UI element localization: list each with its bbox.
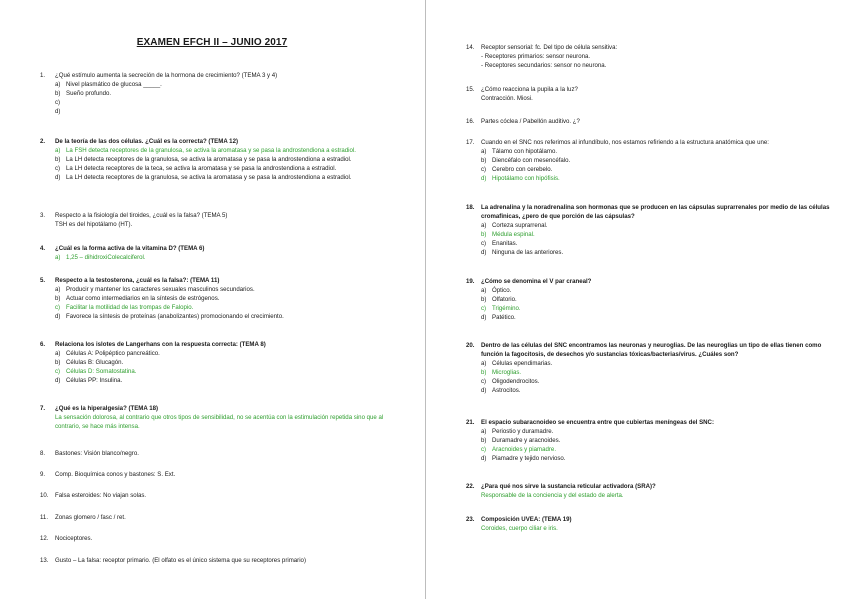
correct-option	[40, 367, 406, 376]
question-line	[466, 203, 838, 221]
question-line	[466, 117, 838, 126]
answer-option	[40, 358, 406, 367]
question-block	[466, 117, 838, 126]
option-letter: b)	[481, 296, 487, 303]
right-page	[426, 0, 848, 599]
question-text: Gusto – La falsa: receptor primario. (El olfato es el único sistema que su receptores primario)	[55, 557, 306, 564]
answer-option	[466, 386, 838, 395]
option-letter: c)	[481, 305, 487, 312]
correct-option	[40, 146, 406, 155]
option-letter: c)	[55, 368, 61, 375]
option-letter: a)	[481, 148, 487, 155]
option-letter: b)	[55, 295, 61, 302]
option-letter: b)	[55, 90, 61, 97]
option-letter: c)	[481, 446, 487, 453]
answer-option	[466, 165, 838, 174]
correct-option	[466, 174, 838, 183]
answer-option	[40, 294, 406, 303]
option-text: Médula espinal.	[492, 231, 535, 238]
option-text: Células PP: Insulina.	[66, 377, 123, 384]
question-block	[40, 211, 406, 229]
question-block	[466, 515, 838, 533]
option-letter: a)	[481, 360, 487, 367]
question-line	[40, 71, 406, 80]
question-block	[466, 43, 838, 70]
option-text: Tálamo con hipotálamo.	[492, 148, 558, 155]
correct-option	[466, 445, 838, 454]
question-number: 14.	[466, 44, 475, 51]
question-number: 13.	[40, 557, 49, 564]
question-line	[466, 482, 838, 491]
correct-option	[466, 230, 838, 239]
option-text	[66, 107, 406, 116]
question-text: Cuando en el SNC nos referimos al infundíbulo, nos estamos refiriendo a la estructura anatómica que une:	[481, 139, 769, 146]
question-block	[466, 277, 838, 322]
question-text: Relaciona los islotes de Langerhans con la respuesta correcta: (TEMA 8)	[55, 341, 266, 348]
option-letter: d)	[481, 455, 487, 462]
option-letter: c)	[55, 304, 61, 311]
answer-option	[40, 349, 406, 358]
question-block	[40, 340, 406, 385]
answer-option	[466, 377, 838, 386]
question-line	[40, 404, 406, 413]
option-text: Facilitar la motilidad de las trompas de Falopio.	[66, 304, 194, 311]
option-text: Aracnoides y piamadre.	[492, 446, 557, 453]
option-letter: d)	[55, 108, 61, 115]
answer-text: Responsable de la conciencia y del estado de alerta.	[481, 492, 624, 499]
correct-option	[40, 253, 406, 262]
question-block	[40, 534, 406, 543]
option-letter: d)	[481, 249, 487, 256]
answer-text: TSH es del hipotálamo (HT).	[55, 221, 133, 228]
option-letter: b)	[481, 369, 487, 376]
option-letter: b)	[55, 156, 61, 163]
option-letter: d)	[481, 314, 487, 321]
option-letter: d)	[481, 175, 487, 182]
sub-item: - Receptores primarios: sensor neurona.	[481, 53, 591, 60]
option-text: Astrocitos.	[492, 387, 521, 394]
answer-option	[466, 248, 838, 257]
question-number: 5.	[40, 277, 46, 284]
answer-option	[466, 221, 838, 230]
answer-option	[466, 313, 838, 322]
question-text: Respecto a la testosterona, ¿cuál es la falsa?: (TEMA 11)	[55, 277, 220, 284]
option-letter: a)	[55, 350, 61, 357]
answer-option	[40, 285, 406, 294]
option-text: Duramadre y aracnoides.	[492, 437, 561, 444]
option-letter: c)	[481, 166, 487, 173]
question-line	[40, 276, 406, 285]
question-block	[40, 276, 406, 321]
option-letter: a)	[481, 287, 487, 294]
question-number: 1.	[40, 72, 46, 79]
question-number: 9.	[40, 471, 46, 478]
question-text: ¿Cómo reacciona la pupila a la luz?	[481, 86, 578, 93]
answer-option	[40, 107, 406, 116]
question-block	[40, 137, 406, 182]
option-text: Periostio y duramadre.	[492, 428, 554, 435]
question-text: Zonas glomero / fasc / ret.	[55, 514, 126, 521]
answer-option	[40, 164, 406, 173]
option-text: Sueño profundo.	[66, 90, 112, 97]
answer-option	[466, 147, 838, 156]
option-letter: a)	[481, 428, 487, 435]
option-text	[66, 98, 406, 107]
option-text: Diencéfalo con mesencéfalo.	[492, 157, 571, 164]
question-block	[466, 85, 838, 103]
option-text: 1,25 – dihidroxiColecalciferol.	[66, 254, 146, 261]
question-text: Composición UVEA: (TEMA 19)	[481, 516, 572, 523]
option-letter: c)	[55, 165, 61, 172]
question-text: La adrenalina y la noradrenalina son hormonas que se producen en las cápsulas suprarrenales por medio de las células cromafinicas, ¿pero de que porción de las cápsulas?	[481, 204, 830, 220]
question-number: 10.	[40, 492, 49, 499]
answer-option	[466, 427, 838, 436]
option-text: Microglias.	[492, 369, 522, 376]
question-line	[40, 211, 406, 220]
option-text: Corteza suprarrenal.	[492, 222, 548, 229]
option-letter: a)	[481, 222, 487, 229]
answer-option	[40, 173, 406, 182]
question-line	[466, 515, 838, 524]
answer-option	[466, 359, 838, 368]
question-text: ¿Qué es la hiperalgesia? (TEMA 18)	[55, 405, 159, 412]
answer-option	[466, 295, 838, 304]
question-number: 15.	[466, 86, 475, 93]
question-number: 8.	[40, 450, 46, 457]
sub-item: - Receptores secundarios: sensor no neurona.	[481, 62, 607, 69]
option-letter: c)	[481, 240, 487, 247]
answer-text: Contracción. Miosi.	[481, 95, 533, 102]
question-number: 6.	[40, 341, 46, 348]
option-letter: c)	[55, 99, 61, 106]
question-text: Nociceptores.	[55, 535, 93, 542]
option-text: Piamadre y tejido nervioso.	[492, 455, 566, 462]
question-line	[40, 244, 406, 253]
question-text: De la teoría de las dos células. ¿Cuál es la correcta? (TEMA 12)	[55, 138, 238, 145]
option-text: Trigémino.	[492, 305, 521, 312]
question-block	[40, 244, 406, 262]
question-line	[466, 43, 838, 52]
question-number: 12.	[40, 535, 49, 542]
question-line	[40, 491, 406, 500]
question-number: 3.	[40, 212, 46, 219]
question-text: ¿Cuál es la forma activa de la vitamina D? (TEMA 6)	[55, 245, 205, 252]
question-text: Bastones: Visión blanco/negro.	[55, 450, 139, 457]
option-letter: d)	[481, 387, 487, 394]
question-block	[40, 491, 406, 500]
option-letter: a)	[55, 147, 61, 154]
question-block	[466, 138, 838, 183]
option-text: Células B: Glucagón.	[66, 359, 124, 366]
question-line	[466, 341, 838, 359]
correct-option	[466, 304, 838, 313]
answer-option	[40, 80, 406, 89]
question-text: Receptor sensorial: fc. Del tipo de célula sensitiva:	[481, 44, 618, 51]
option-letter: b)	[481, 231, 487, 238]
correct-option	[40, 303, 406, 312]
option-text: Células D: Somatostatina.	[66, 368, 137, 375]
question-text: ¿Qué estímulo aumenta la secreción de la hormona de crecimiento? (TEMA 3 y 4)	[55, 72, 278, 79]
option-letter: b)	[481, 157, 487, 164]
question-line	[40, 556, 406, 565]
question-block	[466, 341, 838, 395]
question-text: Partes cóclea / Pabellón auditivo. ¿?	[481, 118, 580, 125]
option-letter: d)	[55, 377, 61, 384]
question-number: 11.	[40, 514, 49, 521]
question-number: 21.	[466, 419, 475, 426]
question-number: 2.	[40, 138, 46, 145]
correct-option	[466, 368, 838, 377]
option-letter: a)	[55, 254, 61, 261]
question-line	[466, 418, 838, 427]
question-block	[466, 203, 838, 257]
question-block	[466, 482, 838, 500]
answer-option	[40, 98, 406, 107]
question-text: Falsa esteroides: No viajan solas.	[55, 492, 147, 499]
option-text: La LH detecta receptores de la granulosa, se activa la aromatasa y se pasa la androstendiona a estradiol.	[66, 156, 352, 163]
question-line	[466, 277, 838, 286]
question-number: 7.	[40, 405, 46, 412]
question-block	[40, 513, 406, 522]
question-text: ¿Para qué nos sirve la sustancia reticular activadora (SRA)?	[481, 483, 656, 490]
option-text: Células ependimarias.	[492, 360, 553, 367]
question-text: Respecto a la fisiología del tiroides, ¿cuál es la falsa? (TEMA 5)	[55, 212, 228, 219]
question-text: ¿Cómo se denomina el V par craneal?	[481, 278, 592, 285]
option-text: Olfatorio.	[492, 296, 517, 303]
question-text: Dentro de las células del SNC encontramos las neuronas y neuroglias. De las neuroglias un tipo de ellas tienen como función la fagocitosis, de desechos y/o sustancias tóxicas/bacterias/virus. ¿Cuáles son?	[481, 342, 822, 358]
answer-option	[466, 436, 838, 445]
answer-option	[466, 454, 838, 463]
option-text: Patético.	[492, 314, 516, 321]
option-text: Hipotálamo con hipófisis.	[492, 175, 560, 182]
question-number: 17.	[466, 139, 475, 146]
option-letter: d)	[55, 174, 61, 181]
option-text: Óptico.	[492, 287, 512, 294]
question-line	[40, 340, 406, 349]
option-text: Ninguna de las anteriores.	[492, 249, 564, 256]
answer-option	[40, 376, 406, 385]
question-block	[40, 470, 406, 479]
answer-text: Coroides, cuerpo ciliar e iris.	[481, 525, 558, 532]
question-block	[40, 71, 406, 116]
option-text: Cerebro con cerebelo.	[492, 166, 553, 173]
question-line	[40, 470, 406, 479]
answer-option	[466, 239, 838, 248]
question-line	[40, 513, 406, 522]
option-letter: a)	[55, 286, 61, 293]
option-text: Nivel plasmático de glucosa _____.	[66, 81, 162, 88]
answer-option	[40, 89, 406, 98]
option-letter: d)	[55, 313, 61, 320]
question-line	[466, 85, 838, 94]
option-text: Actuar como intermediarios en la síntesis de estrógenos.	[66, 295, 220, 302]
option-text: La FSH detecta receptores de la granulosa, se activa la aromatasa y se pasa la androstendiona a estradiol.	[66, 147, 356, 154]
option-text: Enanitas.	[492, 240, 518, 247]
question-block	[40, 556, 406, 565]
answer-option	[466, 286, 838, 295]
question-line	[40, 534, 406, 543]
option-text: Células A: Polipéptico pancreático.	[66, 350, 160, 357]
option-text: La LH detecta receptores de la teca, se activa la aromatasa y se pasa la androstendiona a estradiol.	[66, 165, 337, 172]
question-number: 4.	[40, 245, 46, 252]
option-letter: a)	[55, 81, 61, 88]
question-number: 19.	[466, 278, 475, 285]
option-letter: b)	[481, 437, 487, 444]
answer-text: La sensación dolorosa, al contrario que otros tipos de sensibilidad, no se acentúa con la estimulación repetida sino que al contrario, se hace más intensa.	[55, 414, 384, 430]
answer-option	[466, 156, 838, 165]
question-block	[40, 449, 406, 458]
question-number: 18.	[466, 204, 475, 211]
question-number: 22.	[466, 483, 475, 490]
question-number: 20.	[466, 342, 475, 349]
question-number: 16.	[466, 118, 475, 125]
question-text: Comp. Bioquímica conos y bastones: S. Ext.	[55, 471, 176, 478]
question-line	[466, 138, 838, 147]
question-block	[40, 404, 406, 431]
option-letter: c)	[481, 378, 487, 385]
question-line	[40, 137, 406, 146]
option-letter: b)	[55, 359, 61, 366]
option-text: La LH detecta receptores de la granulosa, se activa la aromatasa y se pasa la androstendiona a estradiol.	[66, 174, 352, 181]
option-text: Producir y mantener los caracteres sexuales masculinos secundarios.	[66, 286, 255, 293]
question-number: 23.	[466, 516, 475, 523]
question-block	[466, 418, 838, 463]
question-text: El espacio subaracnoideo se encuentra entre que cubiertas meníngeas del SNC:	[481, 419, 714, 426]
option-text: Oligodendrocitos.	[492, 378, 540, 385]
option-text: Favorece la síntesis de proteínas (anabolizantes) promocionando el crecimiento.	[66, 313, 284, 320]
answer-option	[40, 155, 406, 164]
answer-option	[40, 312, 406, 321]
exam-title: EXAMEN EFCH II – JUNIO 2017	[136, 37, 288, 48]
question-line	[40, 449, 406, 458]
